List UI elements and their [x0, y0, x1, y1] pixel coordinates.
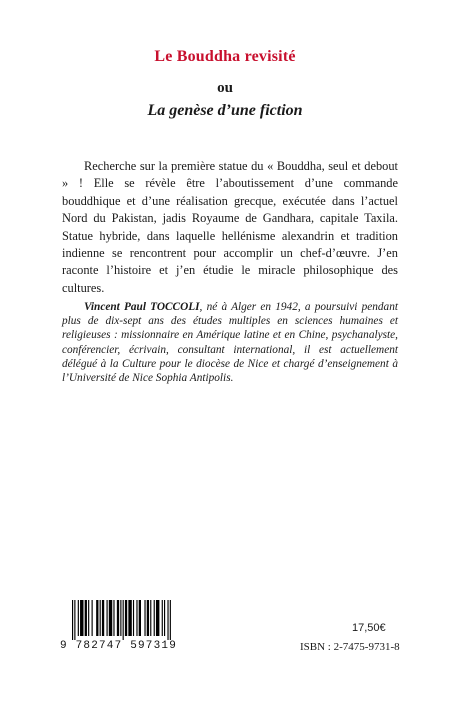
- barcode-bar: [74, 600, 75, 640]
- barcode-bar: [154, 600, 155, 636]
- barcode-bar: [113, 600, 114, 636]
- book-title: Le Bouddha revisité: [154, 48, 296, 65]
- barcode-bar: [88, 600, 89, 636]
- barcode-bar: [170, 600, 171, 640]
- barcode-bar: [139, 600, 141, 636]
- barcode-bar: [128, 600, 131, 636]
- book-subtitle: La genèse d’une fiction: [147, 102, 303, 119]
- barcode-bar: [167, 600, 168, 640]
- barcode-bar: [109, 600, 112, 636]
- barcode-bar: [164, 600, 165, 636]
- barcode-bar: [120, 600, 121, 636]
- barcode-bar: [107, 600, 108, 636]
- barcode-bar: [117, 600, 119, 636]
- barcode-bar: [72, 600, 73, 640]
- barcode-bar: [133, 600, 134, 636]
- barcode-digits: 9 782747 597319: [60, 640, 178, 652]
- barcode: [60, 600, 232, 652]
- price: 17,50€: [352, 622, 386, 634]
- barcode-bar: [92, 600, 93, 636]
- barcode-bar: [125, 600, 127, 636]
- barcode-bar: [78, 600, 79, 636]
- author-name: Vincent Paul TOCCOLI: [84, 301, 200, 313]
- barcode-bar: [162, 600, 163, 636]
- barcode-bars: [70, 600, 220, 640]
- barcode-bar: [136, 600, 137, 636]
- barcode-bar: [123, 600, 124, 640]
- barcode-bar: [147, 600, 149, 636]
- barcode-bar: [144, 600, 145, 636]
- barcode-bar: [156, 600, 159, 636]
- barcode-bar: [100, 600, 101, 636]
- author-bio: [62, 300, 398, 385]
- barcode-bar: [85, 600, 87, 636]
- author-bio-text: , né à Alger en 1942, a poursuivi pendant plus de dix-sept ans des études multiples en sciences humaines et religieuses : missionnaire en Amérique latine et en Chine, psychanalyste, conférencier, écrivain, consultant international, il est actuellement délégué à la Culture pour le diocèse de Nice et chargé d’enseignement à l’Université de Nice Sophia Antipolis.: [62, 301, 398, 385]
- summary-paragraph: Recherche sur la première statue du « Bouddha, seul et debout » ! Elle se révèle être l’aboutissement d’une commande bouddhique et d’une réalisation grecque, exécutée dans l’actuel Nord du Pakistan, jadis Royaume de Gandhara, capitale Taxila. Statue hybride, dans laquelle hellénisme alexandrin et tradition indienne se rencontrent pour accomplir un chef-d’œuvre. J’en raconte l’histoire et j’en étudie le miracle philosophique des cultures.: [62, 159, 398, 295]
- barcode-bar: [102, 600, 104, 636]
- barcode-bar: [150, 600, 151, 636]
- barcode-bar: [96, 600, 98, 636]
- isbn: ISBN : 2-7475-9731-8: [300, 641, 400, 653]
- barcode-bar: [80, 600, 83, 636]
- title-connector: ou: [217, 80, 233, 96]
